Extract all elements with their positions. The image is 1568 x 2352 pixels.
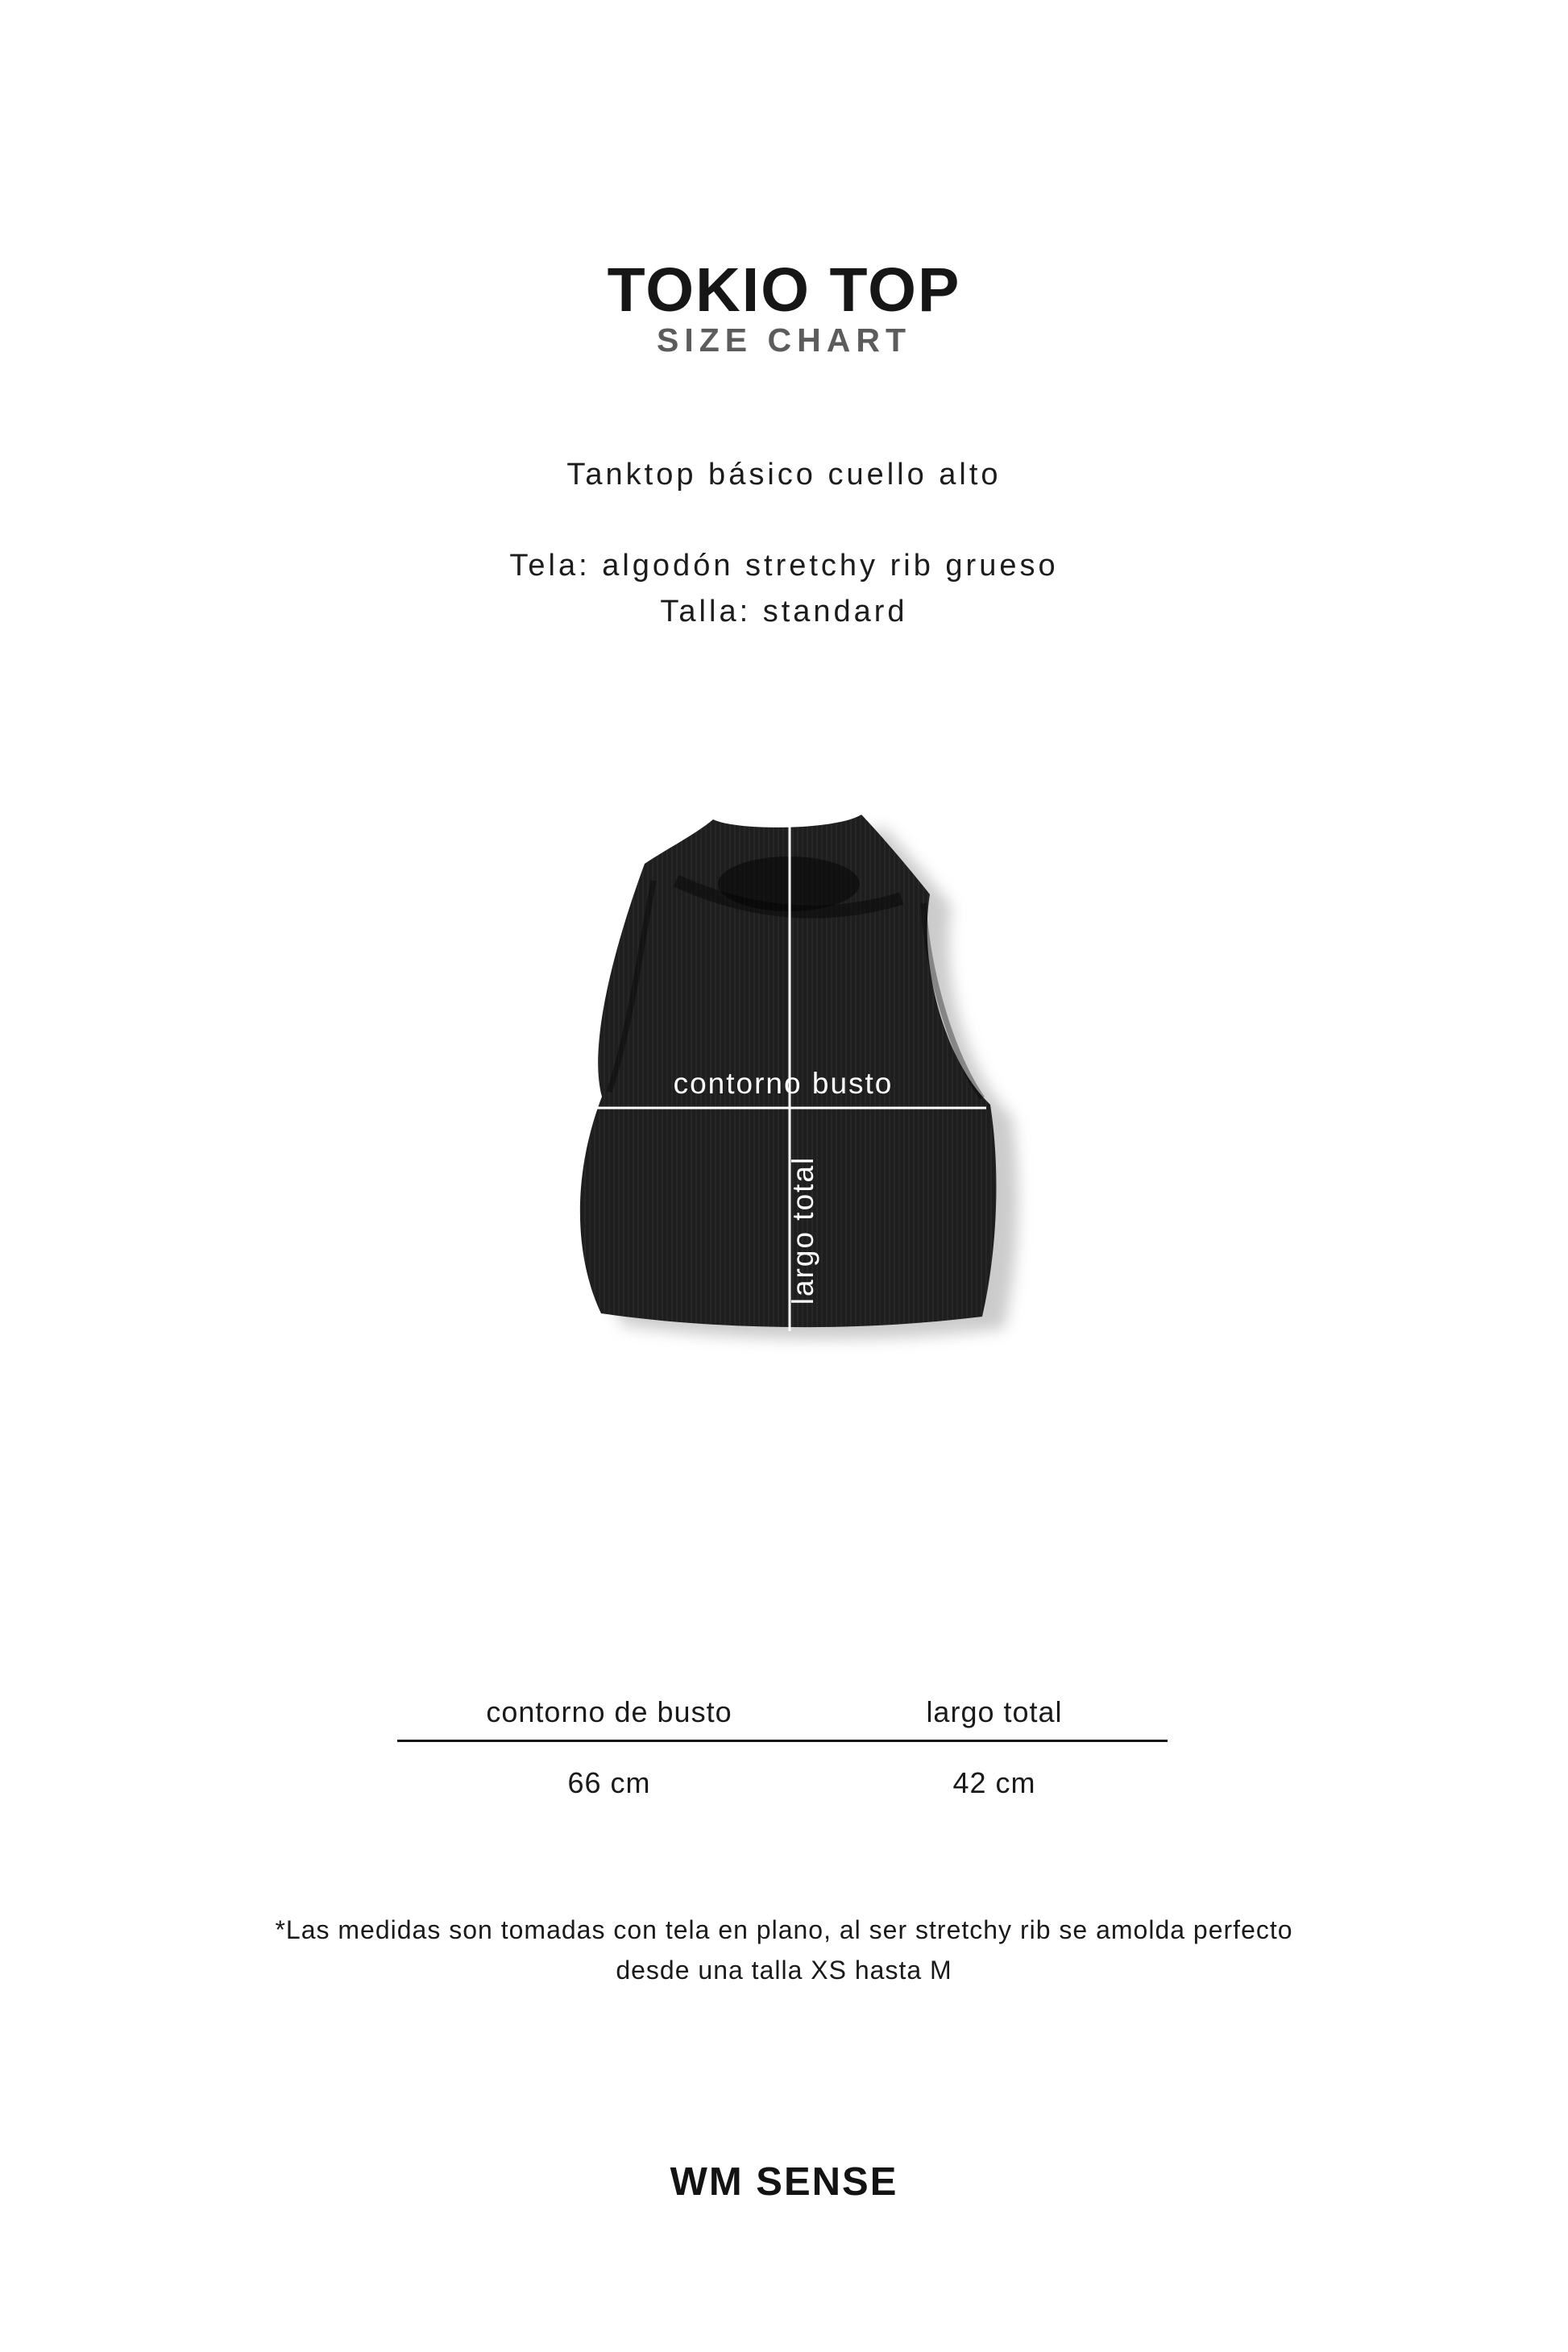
table-divider: [397, 1740, 1168, 1742]
product-description: Tanktop básico cuello alto: [566, 458, 1002, 492]
page-subtitle: SIZE CHART: [657, 321, 911, 359]
table-value-bust: 66 cm: [567, 1766, 651, 1799]
product-fabric: Tela: algodón stretchy rib grueso: [509, 549, 1059, 583]
length-measure-label: largo total: [786, 1155, 819, 1305]
brand-logo: WM SENSE: [670, 2160, 898, 2204]
page-title: TOKIO TOP: [607, 255, 961, 325]
measurement-note-line-1: *Las medidas son tomadas con tela en plano, al ser stretchy rib se amolda perfecto: [275, 1915, 1293, 1944]
product-size: Talla: standard: [660, 595, 908, 628]
table-header-bust: contorno de busto: [486, 1695, 732, 1728]
tanktop-measurement-illustration: [438, 729, 1130, 1438]
product-figure: [438, 729, 1130, 1438]
table-header-length: largo total: [926, 1695, 1063, 1728]
measurement-note-line-2: desde una talla XS hasta M: [616, 1956, 952, 1985]
bust-measure-label: contorno busto: [673, 1067, 894, 1100]
table-value-length: 42 cm: [952, 1766, 1036, 1799]
